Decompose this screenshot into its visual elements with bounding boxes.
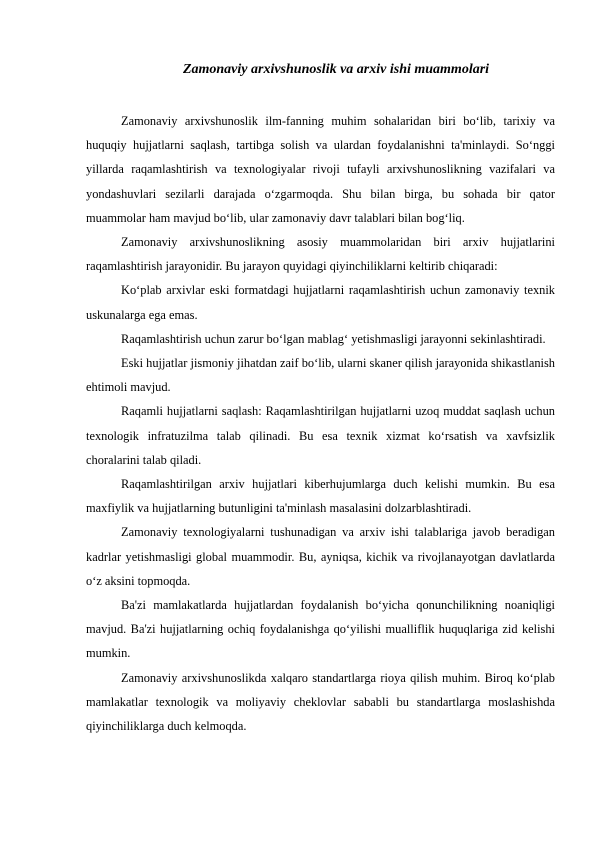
paragraph: Ko‘plab arxivlar eski formatdagi hujjatlarni raqamlashtirish uchun zamonaviy texnik uskunalarga ega emas. <box>86 283 555 322</box>
paragraph: Zamonaviy arxivshunoslikning asosiy muammolaridan biri arxiv hujjatlarini raqamlashtirish jarayonidir. Bu jarayon quyidagi qiyinchiliklarni keltirib chiqaradi: <box>86 235 555 274</box>
paragraph: Zamonaviy arxivshunoslik ilm-fanning muhim sohalaridan biri bo‘lib, tarixiy va huquqiy hujjatlarni saqlash, tartibga solish va ulardan foydalanishni ta'minlaydi. So‘nggi yillarda raqamlashtirish va texnologiyalar rivoji tufayli arxivshunoslikning vazifalari va yondashuvlari sezilarli darajada o‘zgarmoqda. Shu bilan birga, bu sohada bir qator muammolar ham mavjud bo‘lib, ular zamonaviy davr talablari bilan bog‘liq. <box>86 114 555 225</box>
paragraph: Raqamlashtirilgan arxiv hujjatlari kiberhujumlarga duch kelishi mumkin. Bu esa maxfiylik va hujjatlarning butunligini ta'minlash masalasini dolzarblashtiradi. <box>86 477 555 516</box>
paragraph: Ba'zi mamlakatlarda hujjatlardan foydalanish bo‘yicha qonunchilikning noaniqligi mavjud. Ba'zi hujjatlarning ochiq foydalanishga qo‘yilishi mualliflik huquqlariga zid kelishi mumkin. <box>86 598 555 661</box>
paragraph: Raqamli hujjatlarni saqlash: Raqamlashtirilgan hujjatlarni uzoq muddat saqlash uchun texnologik infratuzilma talab qilinadi. Bu esa texnik xizmat ko‘rsatish va xavfsizlik choralarini talab qiladi. <box>86 404 555 467</box>
document-title: Zamonaviy arxivshunoslik va arxiv ishi muammolari <box>182 62 490 77</box>
paragraph: Raqamlashtirish uchun zarur bo‘lgan mablag‘ yetishmasligi jarayonni sekinlashtiradi. <box>121 331 546 346</box>
paragraph: Eski hujjatlar jismoniy jihatdan zaif bo‘lib, ularni skaner qilish jarayonida shikastlanish ehtimoli mavjud. <box>86 356 555 395</box>
paragraph: Zamonaviy texnologiyalarni tushunadigan va arxiv ishi talablariga javob beradigan kadrlar yetishmasligi global muammodir. Bu, ayniqsa, kichik va rivojlanayotgan davlatlarda o‘z aksini topmoqda. <box>86 525 555 588</box>
paragraph: Zamonaviy arxivshunoslikda xalqaro standartlarga rioya qilish muhim. Biroq ko‘plab mamlakatlar texnologik va moliyaviy cheklovlar sababli bu standartlarga moslashishda qiyinchiliklarga duch kelmoqda. <box>86 670 555 734</box>
document-body <box>86 109 555 738</box>
